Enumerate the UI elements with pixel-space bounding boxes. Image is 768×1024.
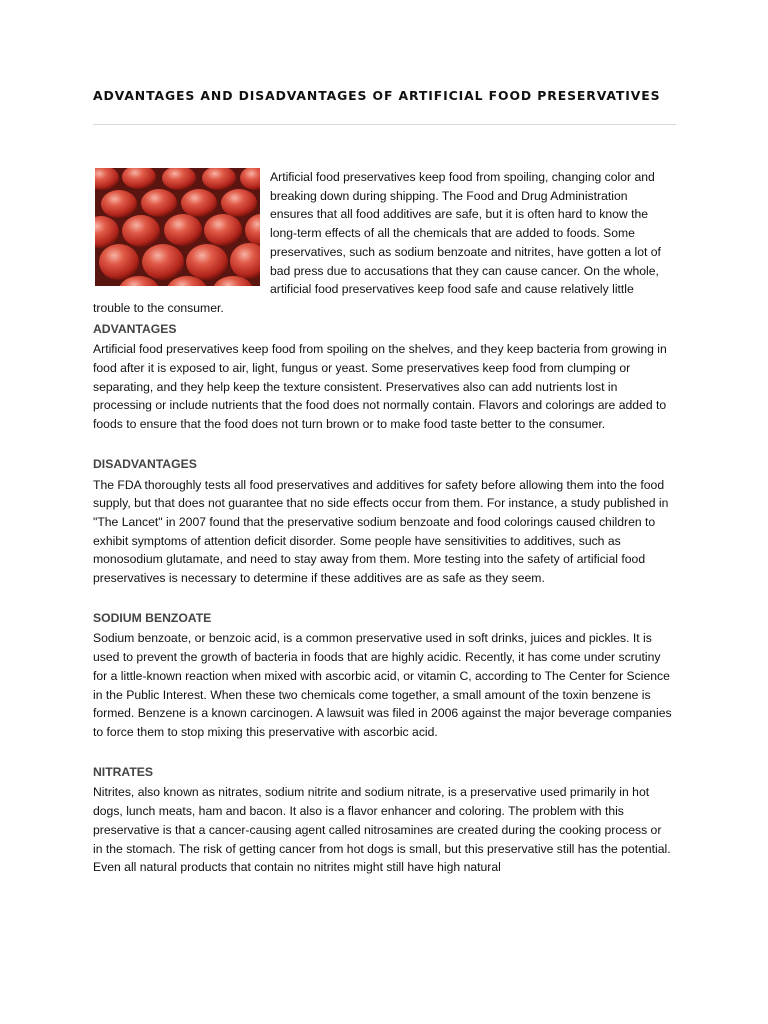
page-title: ADVANTAGES AND DISADVANTAGES OF ARTIFICIAL FOOD PRESERVATIVES: [93, 88, 661, 103]
section-heading-disadvantages: DISADVANTAGES: [93, 456, 197, 471]
title-divider: [93, 124, 676, 125]
article-body: [93, 168, 673, 877]
section-text-sodium-benzoate: Sodium benzoate, or benzoic acid, is a common preservative used in soft drinks, juices and pickles. It is used to prevent the growth of bacteria in foods that are highly acidic. Recently, it has come under scrutiny for a little-known reaction when mixed with ascorbic acid, or vitamin C, according to The Center for Science in the Public Interest. When these two chemicals come together, a small amount of the toxin benzene is formed. Benzene is a known carcinogen. A lawsuit was filed in 2006 against the major beverage companies to force them to stop mixing this preservative with ascorbic acid.: [93, 631, 672, 739]
section-heading-nitrates: NITRATES: [93, 764, 154, 779]
section-heading-advantages: ADVANTAGES: [93, 321, 177, 336]
section-text-disadvantages: The FDA thoroughly tests all food preservatives and additives for safety before allowing them into the food supply, but that does not guarantee that no side effects occur from them. For instance, a study published in "The Lancet" in 2007 found that the preservative sodium benzoate and food colorings caused children to exhibit symptoms of attention deficit disorder. Some people have sensitivities to additives, such as monosodium glutamate, and need to stay away from them. More testing into the safety of artificial food preservatives is necessary to determine if these additives are as safe as they seem.: [93, 477, 669, 586]
section-text-nitrates: Nitrites, also known as nitrates, sodium nitrite and sodium nitrate, is a preservative used primarily in hot dogs, lunch meats, ham and bacon. It also is a flavor enhancer and coloring. The problem with this preservative is that a cancer-causing agent called nitrosamines are created during the cooking process or in the stomach. The risk of getting cancer from hot dogs is small, but this preservative still has the potential. Even all natural products that contain no nitrites might still have high natural: [93, 785, 671, 875]
tomatoes-photo: [95, 168, 260, 286]
section-text-advantages: Artificial food preservatives keep food from spoiling on the shelves, and they keep bacteria from growing in food after it is exposed to air, light, fungus or yeast. Some preservatives keep food from clumping or separating, and they help keep the texture consistent. Preservatives also can add nutrients lost in processing or include nutrients that the food does not normally contain. Flavors and colorings are added to foods to ensure that the food does not turn brown or to make food taste better to the consumer.: [93, 342, 667, 432]
intro-paragraph: Artificial food preservatives keep food from spoiling, changing color and breaking down during shipping. The Food and Drug Administration ensures that all food additives are safe, but it is often hard to know the long-term effects of all the chemicals that are added to foods. Some preservatives, such as sodium benzoate and nitrites, have gotten a lot of bad press due to accusations that they can cause cancer. On the whole, artificial food preservatives keep food safe and cause relatively little trouble to the consumer.: [93, 170, 661, 315]
section-heading-sodium-benzoate: SODIUM BENZOATE: [93, 610, 212, 625]
